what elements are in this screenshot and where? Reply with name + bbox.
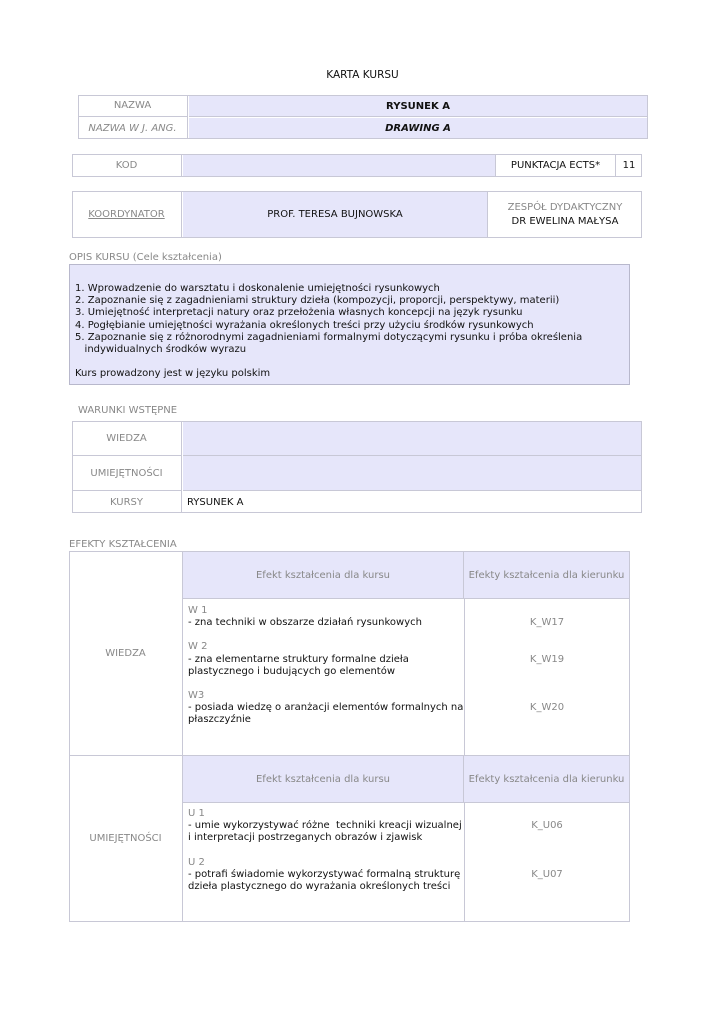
nazwa-ang-label: NAZWA W J. ANG. <box>78 117 188 139</box>
warunki-wiedza-value <box>183 422 641 456</box>
efekt-description-line: i interpretacji postrzeganych obrazów i zjawisk <box>188 832 423 844</box>
efekt-item <box>188 690 464 727</box>
efekt-item <box>188 641 460 678</box>
efekty-umiejetnosci-course-list <box>188 808 460 893</box>
efekt-program-item <box>465 857 629 894</box>
efekt-description-line: - posiada wiedzę o aranżacji elementów formalnych na <box>188 702 464 714</box>
document-title: KARTA KURSU <box>326 69 399 81</box>
efekt-description-line: - potrafi świadomie wykorzystywać formalną strukturę <box>188 868 461 880</box>
warunki-umiejetnosci-label: UMIEJĘTNOŚCI <box>72 456 182 491</box>
opis-box <box>69 264 630 385</box>
opis-heading: OPIS KURSU (Cele kształcenia) <box>69 252 222 263</box>
efekt-code: W 1 <box>188 605 208 616</box>
efekt-item <box>188 605 460 629</box>
efekt-program-item <box>465 808 629 845</box>
efekt-program-item <box>465 605 629 629</box>
warunki-kursy-label: KURSY <box>72 491 182 513</box>
zespol-value: DR EWELINA MAŁYSA <box>511 216 619 227</box>
opis-language-note: Kurs prowadzony jest w języku polskim <box>75 368 271 380</box>
opis-item: 1. Wprowadzenie do warsztatu i doskonalenie umiejętności rysunkowych <box>75 283 440 294</box>
efekt-description-line: plastycznego i budujących go elementów <box>188 665 396 677</box>
efekty-wiedza-course-list <box>188 605 464 727</box>
opis-item: 2. Zapoznanie się z zagadnieniami struktury dzieła (kompozycji, proporcji, perspektywy, materii) <box>75 295 560 307</box>
zespol-label: ZESPÓŁ DYDAKTYCZNY <box>507 202 623 213</box>
kod-value <box>183 155 495 176</box>
koordynator-label: KOORDYNATOR <box>72 191 182 238</box>
efekt-item <box>188 857 460 894</box>
efekty-umiejetnosci-label: UMIEJĘTNOŚCI <box>69 755 183 922</box>
efekty-umiejetnosci-col-course: Efekt kształcenia dla kursu <box>183 756 464 803</box>
efekt-description-line: płaszczyźnie <box>188 714 251 726</box>
efekty-wiedza-label: WIEDZA <box>69 551 183 756</box>
efekt-program-code: K_U07 <box>531 868 563 880</box>
efekt-code: W3 <box>188 690 205 702</box>
warunki-umiejetnosci-value <box>183 456 641 491</box>
nazwa-ang-value: DRAWING A <box>189 118 647 138</box>
nazwa-label: NAZWA <box>78 95 188 117</box>
opis-list <box>75 283 629 356</box>
opis-item: 3. Umiejętność interpretacji natury oraz przełożenia własnych koncepcji na język rysunku <box>75 307 523 319</box>
efekt-program-code: K_W17 <box>529 617 565 629</box>
efekt-description-line: - umie wykorzystywać różne techniki kreacji wizualnej <box>188 820 462 832</box>
efekty-heading: EFEKTY KSZTAŁCENIA <box>69 539 177 550</box>
ects-label: PUNKTACJA ECTS* <box>495 154 616 177</box>
efekt-description-line: dzieła plastycznego do wyrażania określonych treści <box>188 881 451 893</box>
efekt-code: W 2 <box>188 641 208 653</box>
opis-item: indywidualnych środków wyrazu <box>75 344 247 356</box>
efekt-code: U 2 <box>188 856 205 868</box>
efekt-program-code: K_W20 <box>529 702 565 714</box>
efekt-description-line: - zna techniki w obszarze działań rysunkowych <box>188 617 422 629</box>
efekt-program-item <box>465 690 629 727</box>
warunki-wiedza-label: WIEDZA <box>72 421 182 456</box>
nazwa-value: RYSUNEK A <box>189 96 647 117</box>
efekty-wiedza-program-list <box>465 605 629 727</box>
efekty-umiejetnosci-col-program: Efekty kształcenia dla kierunku <box>464 756 629 803</box>
efekt-program-code: K_U06 <box>531 820 563 832</box>
efekt-description-line: - zna elementarne struktury formalne dzieła <box>188 653 409 665</box>
warunki-heading: WARUNKI WSTĘPNE <box>78 405 178 416</box>
opis-item: 5. Zapoznanie się z różnorodnymi zagadnieniami formalnymi dotyczącymi rysunku i próba określenia <box>75 331 583 343</box>
zespol-cell <box>487 191 642 238</box>
efekt-item <box>188 808 460 845</box>
opis-item: 4. Pogłębianie umiejętności wyrażania określonych treści przy użyciu środków rysunkowych <box>75 319 534 331</box>
efekty-wiedza-col-course: Efekt kształcenia dla kursu <box>183 552 464 599</box>
efekt-program-code: K_W19 <box>529 653 565 665</box>
efekty-wiedza-col-program: Efekty kształcenia dla kierunku <box>464 552 629 599</box>
koordynator-value: PROF. TERESA BUJNOWSKA <box>183 192 487 237</box>
ects-value: 11 <box>622 160 636 171</box>
kod-label: KOD <box>72 154 182 177</box>
efekt-program-item <box>465 641 629 678</box>
efekt-code: U 1 <box>188 808 205 819</box>
warunki-kursy-value: RYSUNEK A <box>187 496 244 508</box>
efekty-umiejetnosci-program-list <box>465 808 629 893</box>
